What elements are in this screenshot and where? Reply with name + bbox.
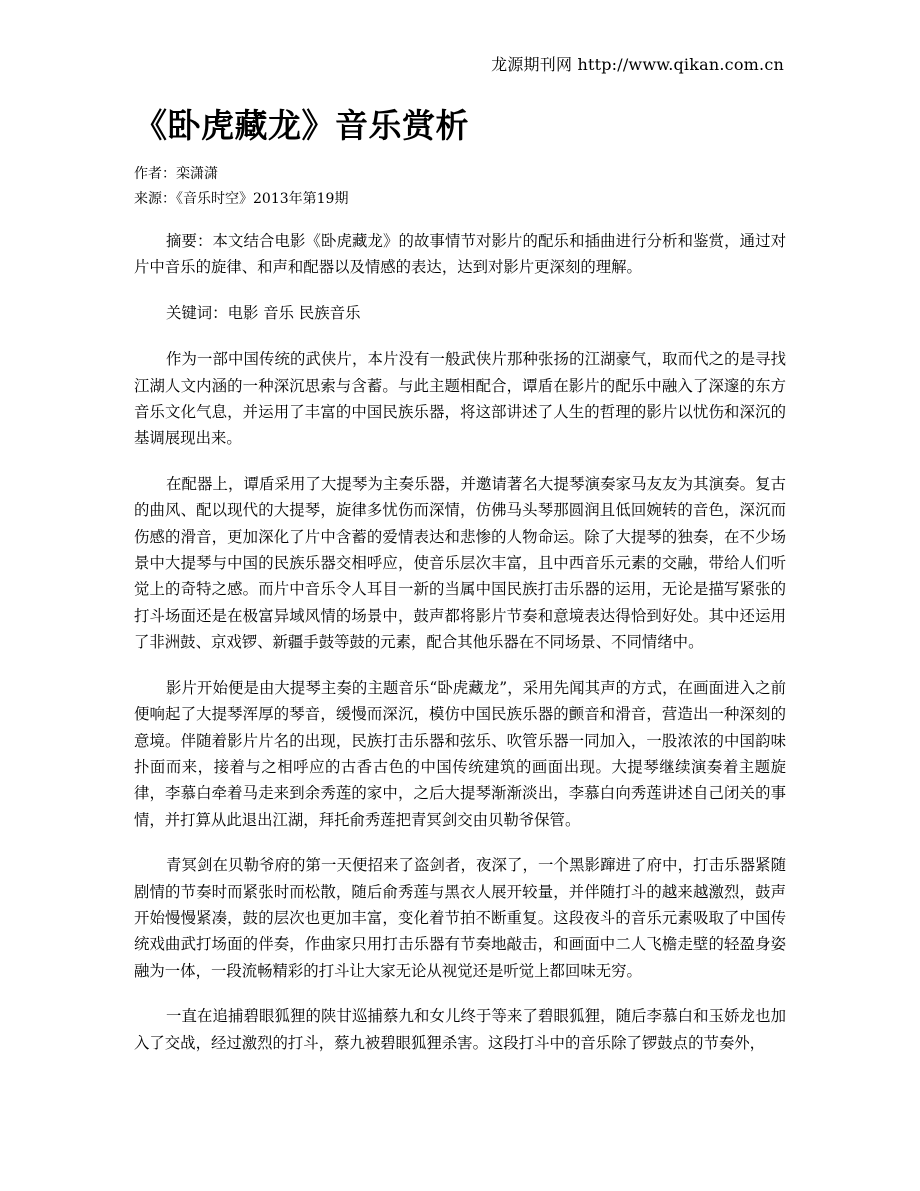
paragraph: 一直在追捕碧眼狐狸的陕甘巡捕蔡九和女儿终于等来了碧眼狐狸，随后李慕白和玉娇龙也加入了交战，经过激烈的打斗，蔡九被碧眼狐狸杀害。这段打斗中的音乐除了锣鼓点的节奏外， bbox=[134, 1007, 786, 1052]
paragraph: 作为一部中国传统的武侠片，本片没有一般武侠片那种张扬的江湖豪气，取而代之的是寻找江湖人文内涵的一种深沉思索与含蓄。与此主题相配合，谭盾在影片的配乐中融入了深邃的东方音乐文化气息，并运用了丰富的中国民族乐器，将这部讲述了人生的哲理的影片以忧伤和深沉的基调展现出来。 bbox=[134, 350, 786, 448]
paragraph: 青冥剑在贝勒爷府的第一天便招来了盗剑者，夜深了，一个黑影蹿进了府中，打击乐器紧随剧情的节奏时而紧张时而松散，随后俞秀莲与黑衣人展开较量，并伴随打斗的越来越激烈，鼓声开始慢慢紧凑，鼓的层次也更加丰富，变化着节拍不断重复。这段夜斗的音乐元素吸取了中国传统戏曲武打场面的伴奏，作曲家只用打击乐器有节奏地敲击，和画面中二人飞檐走壁的轻盈身姿融为一体，一段流畅精彩的打斗让大家无论从视觉还是听觉上都回味无穷。 bbox=[134, 856, 786, 980]
article-body bbox=[134, 228, 786, 1075]
article-author: 作者：栾潇潇 bbox=[134, 166, 218, 182]
abstract: 摘要：本文结合电影《卧虎藏龙》的故事情节对影片的配乐和插曲进行分析和鉴赏，通过对片中音乐的旋律、和声和配器以及情感的表达，达到对影片更深刻的理解。 bbox=[134, 232, 786, 277]
paragraph: 在配器上，谭盾采用了大提琴为主奏乐器，并邀请著名大提琴演奏家马友友为其演奏。复古的曲风、配以现代的大提琴，旋律多忧伤而深情，仿佛马头琴那圆润且低回婉转的音色，深沉而伤感的滑音，更加深化了片中含蓄的爱情表达和悲惨的人物命运。除了大提琴的独奏，在不少场景中大提琴与中国的民族乐器交相呼应，使音乐层次丰富，且中西音乐元素的交融，带给人们听觉上的奇特之感。而片中音乐令人耳目一新的当属中国民族打击乐器的运用，无论是描写紧张的打斗场面还是在极富异域风情的场景中，鼓声都将影片节奏和意境表达得恰到好处。其中还运用了非洲鼓、京戏锣、新疆手鼓等鼓的元素，配合其他乐器在不同场景、不同情绪中。 bbox=[134, 474, 786, 652]
article-source: 来源：《音乐时空》2013年第19期 bbox=[134, 191, 349, 207]
paragraph: 影片开始便是由大提琴主奏的主题音乐“卧虎藏龙”，采用先闻其声的方式，在画面进入之前便响起了大提琴浑厚的琴音，缓慢而深沉，模仿中国民族乐器的颤音和滑音，营造出一种深刻的意境。伴随着影片片名的出现，民族打击乐器和弦乐、吹管乐器一同加入，一股浓浓的中国韵味扑面而来，接着与之相呼应的古香古色的中国传统建筑的画面出现。大提琴继续演奏着主题旋律，李慕白牵着马走来到余秀莲的家中，之后大提琴渐渐淡出，李慕白向秀莲讲述自己闭关的事情，并打算从此退出江湖，拜托俞秀莲把青冥剑交由贝勒爷保管。 bbox=[134, 678, 786, 829]
article-title: 《卧虎藏龙》音乐赏析 bbox=[134, 106, 469, 145]
site-header: 龙源期刊网 http://www.qikan.com.cn bbox=[491, 55, 784, 74]
keywords: 关键词：电影 音乐 民族音乐 bbox=[166, 303, 361, 322]
